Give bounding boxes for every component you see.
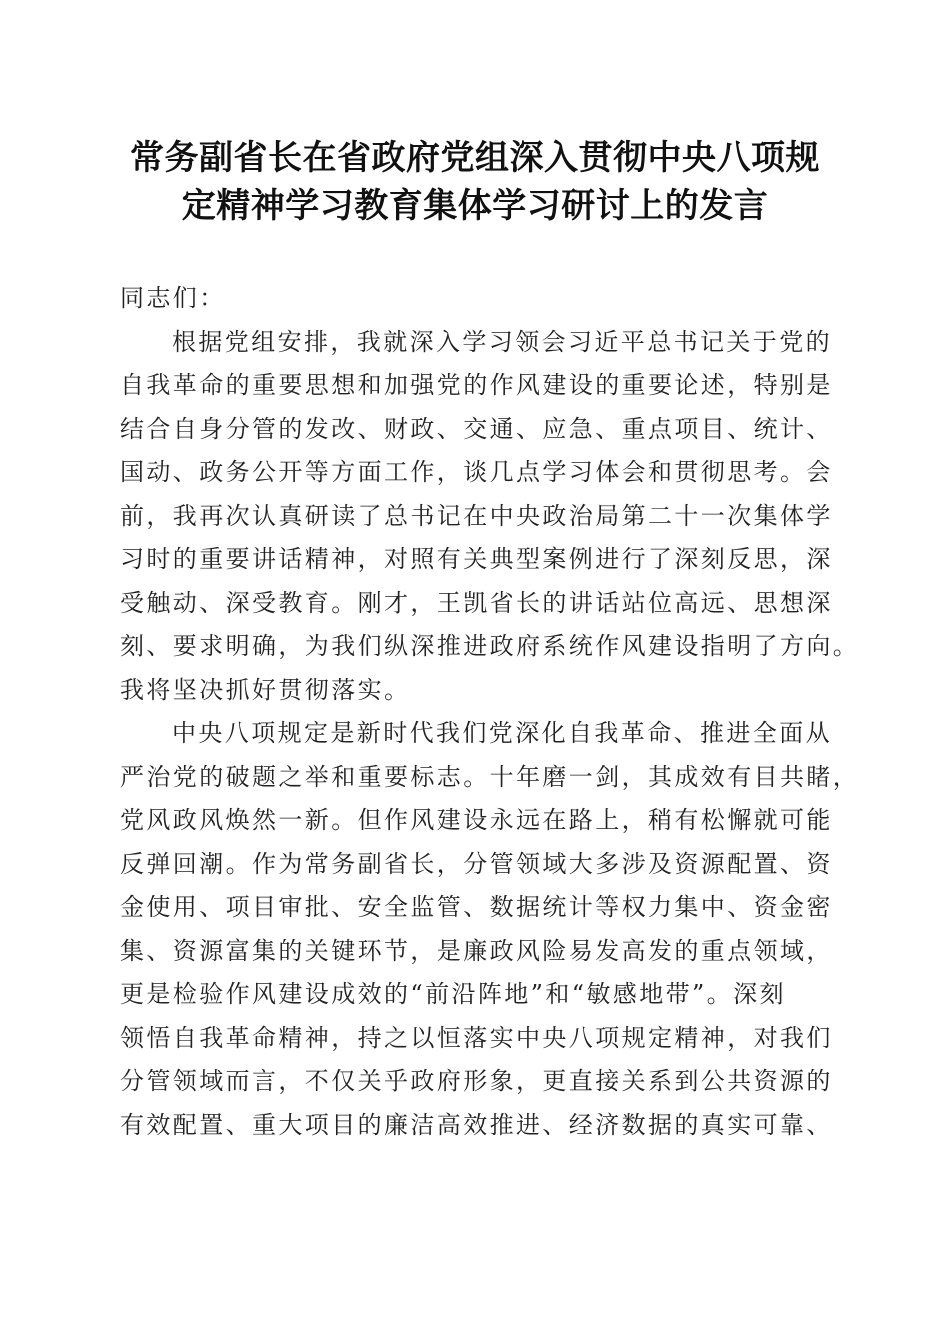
paragraph-line: 前，我再次认真研读了总书记在中央政治局第二十一次集体学 [120, 501, 833, 530]
paragraph-line: 有效配置、重大项目的廉洁高效推进、经济数据的真实可靠、 [120, 1110, 833, 1139]
paragraph-line: 中央八项规定是新时代我们党深化自我革命、推进全面从 [172, 719, 832, 747]
title-line-2: 定精神学习教育集体学习研讨上的发言 [181, 186, 769, 226]
salutation: 同志们： [120, 284, 226, 312]
paragraph-line: 反弹回潮。作为常务副省长，分管领域大多涉及资源配置、资 [120, 849, 833, 878]
paragraph-line: 自我革命的重要思想和加强党的作风建设的重要论述，特别是 [120, 371, 833, 399]
paragraph-line: 根据党组安排，我就深入学习领会习近平总书记关于党的 [172, 327, 832, 356]
paragraph-line: 分管领域而言，不仅关乎政府形象，更直接关系到公共资源的 [120, 1067, 833, 1095]
paragraph-1 [120, 321, 860, 713]
paragraph-line: 领悟自我革命精神，持之以恒落实中央八项规定精神，对我们 [120, 1023, 833, 1052]
paragraph-line: 国动、政务公开等方面工作，谈几点学习体会和贯彻思考。会 [120, 458, 833, 486]
paragraph-2 [120, 712, 860, 1147]
paragraph-line: 金使用、项目审批、安全监管、数据统计等权力集中、资金密 [120, 893, 833, 921]
paragraph-line: 严治党的破题之举和重要标志。十年磨一剑，其成效有目共睹， [120, 762, 860, 791]
paragraph-line: 党风政风焕然一新。但作风建设永远在路上，稍有松懈就可能 [120, 806, 833, 834]
title-line-1: 常务副省长在省政府党组深入贯彻中央八项规 [130, 138, 820, 178]
document-title [100, 134, 850, 230]
paragraph-line: 结合自身分管的发改、财政、交通、应急、重点项目、统计、 [120, 414, 833, 443]
document-body [120, 277, 860, 1147]
paragraph-line: 受触动、深受教育。刚才，王凯省长的讲话站位高远、思想深 [120, 588, 833, 617]
paragraph-line: 更是检验作风建设成效的“前沿阵地”和“敏感地带”。深刻 [120, 980, 786, 1008]
paragraph-line: 刻、要求明确，为我们纵深推进政府系统作风建设指明了方向。 [120, 632, 860, 660]
paragraph-line: 集、资源富集的关键环节，是廉政风险易发高发的重点领域， [120, 936, 833, 965]
paragraph-line: 习时的重要讲话精神，对照有关典型案例进行了深刻反思，深 [120, 545, 833, 573]
paragraph-line: 我将坚决抓好贯彻落实。 [120, 675, 411, 704]
